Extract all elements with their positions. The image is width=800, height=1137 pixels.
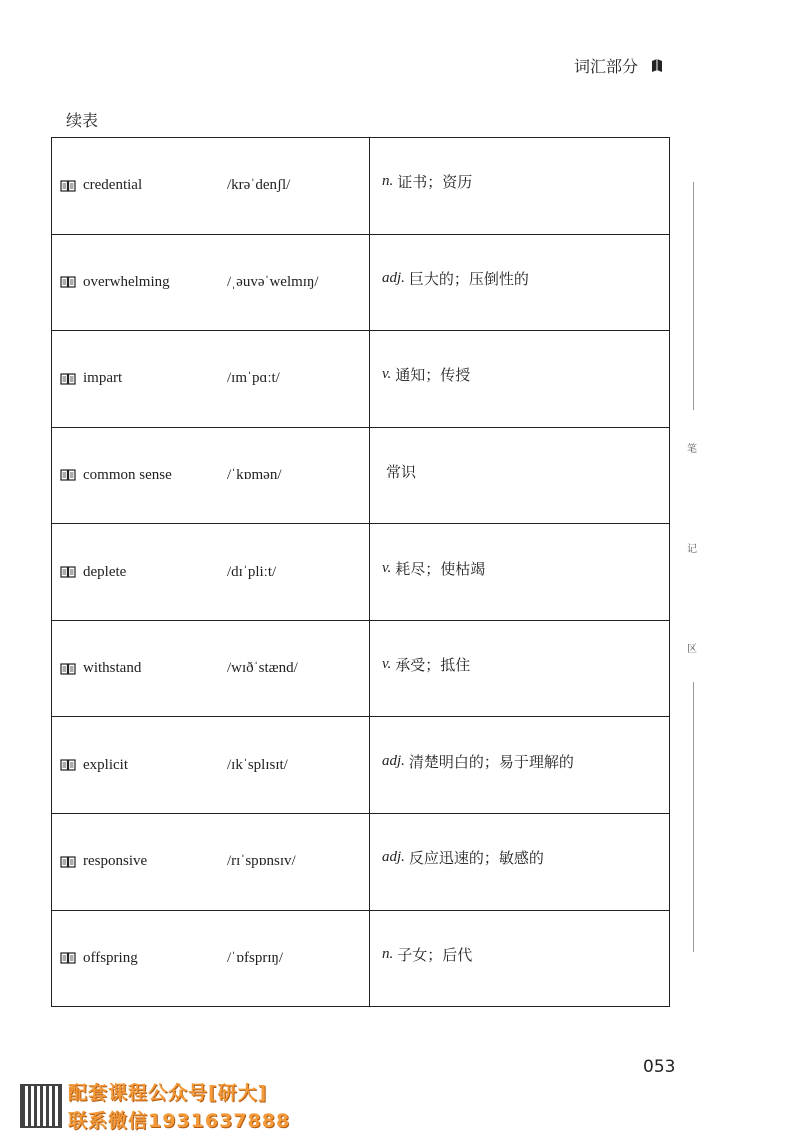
promo-line-1: 配套课程公众号[研大]: [68, 1082, 268, 1104]
qr-code-icon: [20, 1084, 62, 1128]
word: deplete: [83, 563, 127, 580]
meaning-cell: [370, 717, 669, 813]
continued-label: 续表: [66, 111, 99, 130]
open-book-icon: [60, 276, 76, 288]
meaning: 证书；资历: [397, 173, 473, 192]
word-cell: [52, 814, 370, 910]
meaning: 清楚明白的；易于理解的: [408, 752, 574, 771]
notes-label-char: 笔: [687, 444, 697, 455]
notes-label-char: 区: [687, 644, 697, 655]
word-cell: [52, 138, 370, 234]
part-of-speech: v.: [382, 656, 392, 673]
meaning: 常识: [386, 462, 417, 481]
phonetic: /dɪˈpliːt/: [227, 563, 277, 580]
word: explicit: [83, 756, 128, 773]
promo-footer: [20, 1078, 290, 1133]
phonetic: /ˈkɒmən/: [227, 466, 282, 483]
table-row: [52, 910, 669, 1007]
promo-line-2: 联系微信1931637888: [68, 1110, 291, 1132]
phonetic: /ˌəuvəˈwelmɪŋ/: [227, 273, 319, 290]
section-title: 词汇部分: [573, 57, 638, 76]
part-of-speech: n.: [382, 945, 394, 962]
part-of-speech: adj.: [382, 849, 405, 866]
meaning-cell: [370, 524, 669, 620]
meaning: 耗尽；使枯竭: [395, 559, 486, 578]
part-of-speech: adj.: [382, 269, 405, 286]
word: overwhelming: [83, 273, 170, 290]
open-book-icon: [60, 663, 76, 675]
part-of-speech: n.: [382, 173, 394, 190]
part-of-speech: v.: [382, 559, 392, 576]
meaning-cell: [370, 331, 669, 427]
phonetic: /krəˈdenʃl/: [227, 177, 291, 194]
meaning-cell: [370, 911, 669, 1007]
pen-book-icon: [650, 58, 664, 74]
part-of-speech: v.: [382, 366, 392, 383]
word: common sense: [83, 466, 172, 483]
meaning-cell: [370, 138, 669, 234]
promo-text: [68, 1078, 290, 1133]
table-row: [52, 523, 669, 620]
word: impart: [83, 370, 123, 387]
table-row: [52, 330, 669, 427]
page-number: 053: [643, 1057, 676, 1077]
notes-divider-top: [693, 182, 694, 410]
word-cell: [52, 717, 370, 813]
notes-divider-bottom: [693, 682, 694, 952]
word: offspring: [83, 949, 138, 966]
table-row: [52, 234, 669, 331]
vocabulary-table: [51, 137, 670, 1007]
word: withstand: [83, 660, 142, 677]
open-book-icon: [60, 469, 76, 481]
meaning: 承受；抵住: [395, 656, 471, 675]
word-cell: [52, 331, 370, 427]
page-header: [574, 54, 664, 77]
open-book-icon: [60, 566, 76, 578]
phonetic: /ɪkˈsplɪsɪt/: [227, 756, 288, 773]
word-cell: [52, 524, 370, 620]
open-book-icon: [60, 180, 76, 192]
meaning-cell: [370, 428, 669, 524]
meaning-cell: [370, 235, 669, 331]
word-cell: [52, 621, 370, 717]
word-cell: [52, 428, 370, 524]
meaning-cell: [370, 814, 669, 910]
open-book-icon: [60, 759, 76, 771]
word-cell: [52, 235, 370, 331]
open-book-icon: [60, 856, 76, 868]
table-row: [52, 813, 669, 910]
table-row: [52, 716, 669, 813]
open-book-icon: [60, 373, 76, 385]
meaning: 子女；后代: [397, 945, 473, 964]
word: credential: [83, 177, 143, 194]
phonetic: /rɪˈspɒnsɪv/: [227, 853, 296, 870]
meaning: 通知；传授: [395, 366, 471, 385]
phonetic: /wɪðˈstænd/: [227, 660, 298, 677]
meaning-cell: [370, 621, 669, 717]
table-row: [52, 620, 669, 717]
meaning: 反应迅速的；敏感的: [408, 849, 544, 868]
meaning: 巨大的；压倒性的: [408, 269, 529, 288]
table-row: [52, 138, 669, 234]
word-cell: [52, 911, 370, 1007]
open-book-icon: [60, 952, 76, 964]
table-row: [52, 427, 669, 524]
part-of-speech: adj.: [382, 752, 405, 769]
phonetic: /ɪmˈpɑːt/: [227, 370, 280, 387]
word: responsive: [83, 853, 148, 870]
phonetic: /ˈɒfsprɪŋ/: [227, 949, 284, 966]
notes-label-char: 记: [687, 544, 697, 555]
